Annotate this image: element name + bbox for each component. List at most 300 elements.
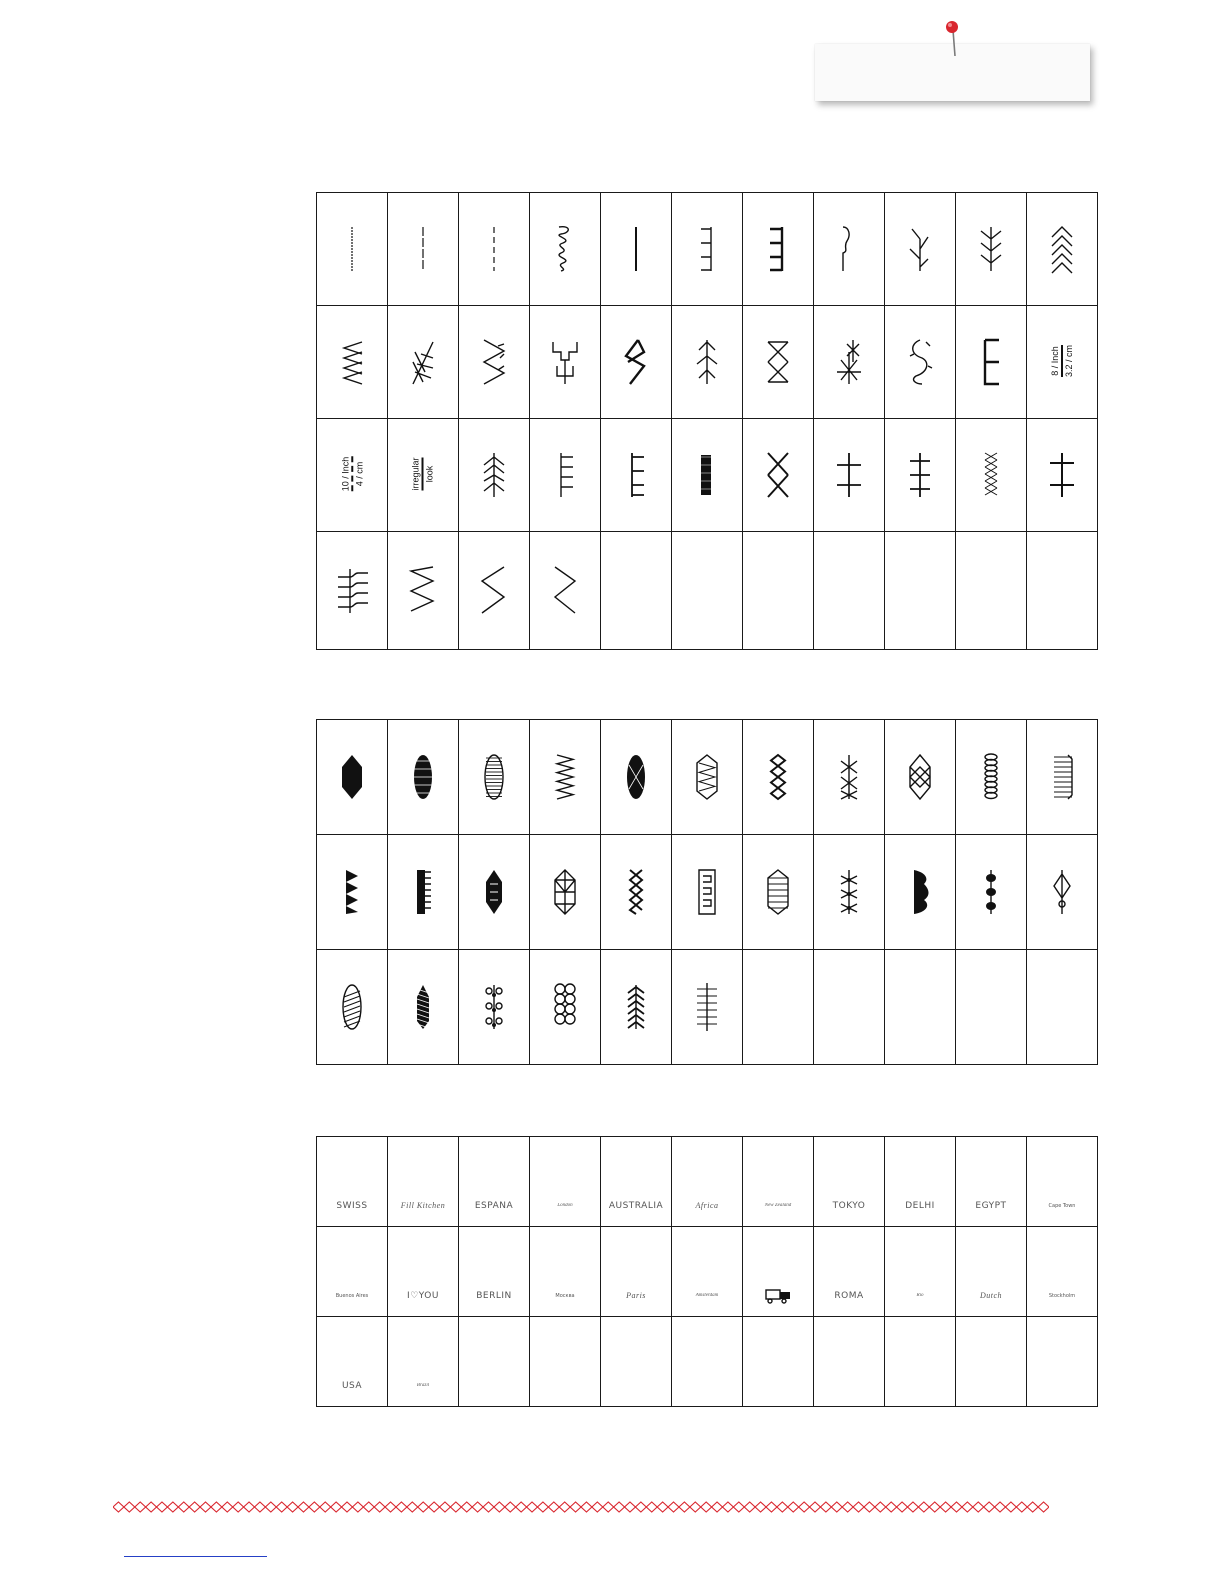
border-diamond <box>744 1502 755 1512</box>
city-stitch-label: USA <box>341 1380 363 1391</box>
border-diamond <box>167 1502 178 1512</box>
stitch-cell[interactable] <box>601 720 672 835</box>
stitch-cell[interactable] <box>601 950 672 1065</box>
honeycomb-icon <box>545 977 585 1037</box>
border-diamond <box>570 1502 581 1512</box>
bead-chain-icon <box>971 862 1011 922</box>
city-stitch-cell[interactable] <box>530 1137 601 1227</box>
border-diamond <box>505 1502 516 1512</box>
stitch-cell[interactable] <box>743 835 814 950</box>
arrow-feather-icon <box>687 332 727 392</box>
satin-lines-oval-icon <box>474 747 514 807</box>
stitch-cell[interactable] <box>530 835 601 950</box>
city-stitch-cell[interactable] <box>388 1227 459 1317</box>
border-diamond <box>516 1502 527 1512</box>
stitch-cell[interactable] <box>601 193 672 306</box>
stitch-cell[interactable] <box>814 419 885 532</box>
city-stitch-cell[interactable] <box>1027 1227 1098 1317</box>
rope-satin-icon <box>403 977 443 1037</box>
double-feather-icon <box>971 219 1011 279</box>
border-diamond <box>320 1502 331 1512</box>
border-diamond <box>244 1502 255 1512</box>
stitch-cell[interactable] <box>814 193 885 306</box>
cross-stitch-icon <box>829 445 869 505</box>
border-diamond <box>918 1502 929 1512</box>
border-diamond <box>548 1502 559 1512</box>
border-diamond <box>374 1502 385 1512</box>
city-stitch-label: I♡YOU <box>407 1290 439 1301</box>
chain-diamond-icon <box>758 747 798 807</box>
stitch-cell <box>814 532 885 650</box>
border-diamond <box>973 1502 984 1512</box>
greek-key-icon <box>545 332 585 392</box>
border-diamond <box>1038 1502 1049 1512</box>
stitch-cell[interactable] <box>530 193 601 306</box>
border-diamond <box>527 1502 538 1512</box>
shell-edge-icon <box>900 862 940 922</box>
city-stitch-cell[interactable] <box>743 1137 814 1227</box>
border-diamond <box>494 1502 505 1512</box>
city-stitch-cell[interactable] <box>672 1137 743 1227</box>
border-diamond <box>265 1502 276 1512</box>
city-stitch-cell[interactable] <box>956 1227 1027 1317</box>
table-row <box>317 193 1098 306</box>
border-diamond <box>331 1502 342 1512</box>
stitch-cell[interactable] <box>601 419 672 532</box>
city-stitch-label: Africa <box>695 1201 719 1210</box>
city-stitch-label: Stockholm <box>1048 1292 1076 1299</box>
satin-grid-oval-icon <box>616 747 656 807</box>
stitch-cell[interactable] <box>530 306 601 419</box>
stitch-label-bottom: look <box>424 465 435 482</box>
border-diamond <box>537 1502 548 1512</box>
city-stitch-cell[interactable] <box>1027 1137 1098 1227</box>
stitch-cell[interactable] <box>317 419 388 532</box>
stitch-cell[interactable] <box>459 193 530 306</box>
city-stitch-cell[interactable] <box>956 1317 1027 1407</box>
border-diamond <box>440 1502 451 1512</box>
stitch-cell[interactable] <box>672 835 743 950</box>
border-diamond <box>777 1502 788 1512</box>
straight-stitch-long-icon <box>403 219 443 279</box>
stitch-cell[interactable] <box>317 532 388 650</box>
lace-column-icon <box>971 747 1011 807</box>
arrow-burst-icon <box>474 445 514 505</box>
border-diamond <box>178 1502 189 1512</box>
border-diamond <box>603 1502 614 1512</box>
zigzag-medium-icon <box>474 561 514 621</box>
border-diamond <box>962 1502 973 1512</box>
border-diamond <box>951 1502 962 1512</box>
hex-lattice-icon <box>545 862 585 922</box>
border-diamond <box>755 1502 766 1512</box>
border-diamond <box>233 1502 244 1512</box>
border-diamond <box>581 1502 592 1512</box>
border-diamond <box>124 1502 135 1512</box>
border-diamond <box>646 1502 657 1512</box>
table-row <box>317 1317 1098 1407</box>
stitch-cell[interactable] <box>885 835 956 950</box>
city-stitch-cell[interactable] <box>885 1317 956 1407</box>
bold-ladder-icon <box>758 219 798 279</box>
saw-edge-icon <box>332 862 372 922</box>
city-stitch-label: ESPAÑA <box>474 1200 514 1211</box>
border-diamond <box>733 1502 744 1512</box>
border-diamond <box>886 1502 897 1512</box>
border-diamond <box>559 1502 570 1512</box>
slant-oval-icon <box>332 977 372 1037</box>
small-x-row-icon <box>971 445 1011 505</box>
border-diamond <box>429 1502 440 1512</box>
half-satin-icon <box>1042 747 1082 807</box>
border-diamond <box>712 1502 723 1512</box>
stitch-cell[interactable] <box>743 193 814 306</box>
chevron-left-icon <box>332 332 372 392</box>
city-stitch-cell[interactable] <box>601 1137 672 1227</box>
city-stitch-cell[interactable] <box>885 1227 956 1317</box>
stitch-cell[interactable] <box>388 306 459 419</box>
zigzag-narrow-icon <box>545 747 585 807</box>
border-diamond <box>342 1502 353 1512</box>
stitch-label-bottom: 3.2 / cm <box>1063 344 1074 377</box>
border-diamond <box>211 1502 222 1512</box>
border-diamond <box>908 1502 919 1512</box>
city-stitch-label: Rio <box>916 1293 924 1298</box>
border-diamond <box>298 1502 309 1512</box>
border-diamond <box>135 1502 146 1512</box>
city-stitch-cell[interactable] <box>317 1137 388 1227</box>
city-stitch-label: Brazil <box>416 1383 430 1388</box>
decorative-border-line <box>113 1500 1049 1514</box>
stitch-cell[interactable] <box>956 720 1027 835</box>
hand-look-10-icon <box>340 456 364 491</box>
city-stitch-cell[interactable] <box>601 1317 672 1407</box>
zigzag-wide-icon <box>403 561 443 621</box>
stitch-cell <box>672 532 743 650</box>
city-stitch-cell[interactable] <box>317 1227 388 1317</box>
stitch-cell[interactable] <box>601 306 672 419</box>
stitch-cell <box>814 950 885 1065</box>
city-stitch-label: TOKYO <box>832 1200 866 1211</box>
border-diamond <box>625 1502 636 1512</box>
border-diamond <box>831 1502 842 1512</box>
bar-tack-icon <box>545 445 585 505</box>
border-diamond <box>766 1502 777 1512</box>
table-row <box>317 1137 1098 1227</box>
stitch-cell[interactable] <box>530 720 601 835</box>
stitch-cell[interactable] <box>672 193 743 306</box>
arrowhead-column-icon <box>616 977 656 1037</box>
stitch-cell <box>885 950 956 1065</box>
diamond-bead-icon <box>1042 862 1082 922</box>
decorative-stitch-table <box>316 719 1098 1065</box>
stitch-cell[interactable] <box>530 532 601 650</box>
star-chain-icon <box>829 747 869 807</box>
city-stitch-label: SWISS <box>336 1200 368 1211</box>
utility-stitch-table <box>316 192 1098 650</box>
border-diamond <box>157 1502 168 1512</box>
border-diamond <box>897 1502 908 1512</box>
border-diamond <box>146 1502 157 1512</box>
stitch-cell <box>601 532 672 650</box>
stitch-cell[interactable] <box>814 306 885 419</box>
border-diamond <box>614 1502 625 1512</box>
city-stitch-cell[interactable] <box>956 1137 1027 1227</box>
city-stitch-label: Dutch <box>979 1291 1003 1300</box>
stitch-cell[interactable] <box>530 419 601 532</box>
border-diamond <box>657 1502 668 1512</box>
city-stitch-label: Buenos Aires <box>335 1292 369 1299</box>
stitch-cell[interactable] <box>885 193 956 306</box>
border-diamond <box>222 1502 233 1512</box>
stitch-cell <box>743 950 814 1065</box>
city-stitch-label: New Zealand <box>764 1203 792 1208</box>
city-stitch-cell[interactable] <box>1027 1317 1098 1407</box>
border-diamond <box>820 1502 831 1512</box>
striped-hexagon-icon <box>758 862 798 922</box>
city-stitch-cell[interactable] <box>601 1227 672 1317</box>
serpentine-icon <box>616 332 656 392</box>
zigzag-feather-icon <box>474 332 514 392</box>
satin-oval-icon <box>403 747 443 807</box>
greek-column-icon <box>687 862 727 922</box>
floral-column-icon <box>474 977 514 1037</box>
city-stitch-table <box>316 1136 1098 1407</box>
city-stitch-cell[interactable] <box>317 1317 388 1407</box>
stitch-cell <box>1027 950 1098 1065</box>
stitch-cell[interactable] <box>459 720 530 835</box>
stitch-cell <box>743 532 814 650</box>
table-row <box>317 720 1098 835</box>
border-diamond <box>592 1502 603 1512</box>
scallop-stitch-icon <box>900 332 940 392</box>
city-stitch-label: EGYPT <box>975 1200 1007 1211</box>
city-stitch-label: Paris <box>626 1291 646 1300</box>
border-diamond <box>189 1502 200 1512</box>
stitch-cell <box>956 950 1027 1065</box>
city-stitch-label: BERLIN <box>476 1290 512 1301</box>
outline-oval-icon <box>687 747 727 807</box>
border-diamond <box>853 1502 864 1512</box>
zigzag-chain-icon <box>616 862 656 922</box>
bus-motif-icon <box>758 1286 798 1306</box>
city-stitch-cell[interactable] <box>459 1137 530 1227</box>
border-diamond <box>722 1502 733 1512</box>
stitch-label-top: irregular <box>410 456 421 491</box>
stitch-cell[interactable] <box>459 306 530 419</box>
border-diamond <box>929 1502 940 1512</box>
stitch-cell[interactable] <box>1027 193 1098 306</box>
city-stitch-cell[interactable] <box>530 1317 601 1407</box>
stitch-cell <box>1027 532 1098 650</box>
border-diamond <box>864 1502 875 1512</box>
blanket-stitch-icon <box>971 332 1011 392</box>
city-stitch-cell[interactable] <box>814 1137 885 1227</box>
stitch-cell[interactable] <box>459 835 530 950</box>
footer-link-underline[interactable] <box>124 1556 267 1557</box>
city-stitch-cell[interactable] <box>459 1227 530 1317</box>
border-diamond <box>842 1502 853 1512</box>
stitch-cell[interactable] <box>459 532 530 650</box>
city-stitch-cell[interactable] <box>530 1227 601 1317</box>
city-stitch-cell[interactable] <box>672 1227 743 1317</box>
stitch-cell[interactable] <box>317 306 388 419</box>
feather-cross-icon <box>403 332 443 392</box>
satin-hexagon-icon <box>332 747 372 807</box>
multi-wave-icon <box>332 561 372 621</box>
stitch-cell[interactable] <box>672 720 743 835</box>
stitch-cell[interactable] <box>530 950 601 1065</box>
stitch-cell[interactable] <box>388 950 459 1065</box>
border-diamond <box>799 1502 810 1512</box>
border-diamond <box>984 1502 995 1512</box>
city-stitch-cell[interactable] <box>743 1317 814 1407</box>
stitch-cell[interactable] <box>317 720 388 835</box>
stitch-label-top: 8 / Inch <box>1049 345 1060 376</box>
stitch-cell[interactable] <box>388 720 459 835</box>
stitch-cell[interactable] <box>956 419 1027 532</box>
stitch-cell[interactable] <box>317 835 388 950</box>
ladder-stitch-icon <box>687 219 727 279</box>
table-row <box>317 835 1098 950</box>
border-diamond <box>679 1502 690 1512</box>
comb-satin-icon <box>403 862 443 922</box>
city-stitch-label: Amsterdam <box>695 1293 719 1298</box>
triple-bar-icon <box>616 445 656 505</box>
flower-chain-icon <box>829 862 869 922</box>
lattice-oval-icon <box>900 747 940 807</box>
push-pin-icon <box>940 18 966 60</box>
stitch-label-top: 10 / Inch <box>340 456 350 491</box>
triple-straight-icon <box>616 219 656 279</box>
border-diamond <box>810 1502 821 1512</box>
city-stitch-cell[interactable] <box>814 1227 885 1317</box>
stitch-cell[interactable] <box>317 950 388 1065</box>
stitch-cell <box>956 532 1027 650</box>
table-row <box>317 532 1098 650</box>
wave-stitch-icon <box>829 219 869 279</box>
stitch-cell[interactable] <box>1027 419 1098 532</box>
cross-bar-icon <box>687 977 727 1037</box>
city-stitch-label: Москва <box>555 1292 575 1299</box>
border-diamond <box>254 1502 265 1512</box>
stippling-icon <box>545 219 585 279</box>
city-stitch-cell[interactable] <box>743 1227 814 1317</box>
city-stitch-label: London <box>557 1203 573 1208</box>
city-stitch-cell[interactable] <box>388 1137 459 1227</box>
stitch-cell[interactable] <box>885 720 956 835</box>
stitch-cell[interactable] <box>1027 720 1098 835</box>
city-stitch-cell[interactable] <box>459 1317 530 1407</box>
patterned-pod-icon <box>474 862 514 922</box>
border-diamond <box>668 1502 679 1512</box>
city-stitch-cell[interactable] <box>672 1317 743 1407</box>
border-diamond <box>418 1502 429 1512</box>
stitch-cell[interactable] <box>672 950 743 1065</box>
table-row <box>317 306 1098 419</box>
city-stitch-label: ROMA <box>834 1290 864 1301</box>
straight-stitch-dashed-icon <box>474 219 514 279</box>
hand-look-8-icon <box>1050 344 1074 376</box>
border-diamond <box>1005 1502 1016 1512</box>
border-diamond <box>1027 1502 1038 1512</box>
stitch-cell[interactable] <box>1027 306 1098 419</box>
stitch-cell[interactable] <box>956 835 1027 950</box>
border-diamond <box>287 1502 298 1512</box>
stitch-cell <box>885 532 956 650</box>
stitch-cell[interactable] <box>1027 835 1098 950</box>
city-stitch-cell[interactable] <box>388 1317 459 1407</box>
border-diamond <box>113 1502 124 1512</box>
cross-x-icon <box>758 332 798 392</box>
stitch-cell[interactable] <box>814 835 885 950</box>
stitch-cell[interactable] <box>956 193 1027 306</box>
stitch-cell[interactable] <box>885 419 956 532</box>
plus-stitch-icon <box>1042 445 1082 505</box>
city-stitch-cell[interactable] <box>885 1137 956 1227</box>
stitch-cell[interactable] <box>459 419 530 532</box>
border-diamond <box>396 1502 407 1512</box>
border-diamond <box>1016 1502 1027 1512</box>
border-diamond <box>450 1502 461 1512</box>
city-stitch-label: DELHI <box>905 1200 935 1211</box>
stitch-cell[interactable] <box>956 306 1027 419</box>
stitch-label-bottom: 4 / cm <box>354 461 364 486</box>
border-diamond <box>635 1502 646 1512</box>
stitch-cell[interactable] <box>317 193 388 306</box>
stitch-cell[interactable] <box>672 419 743 532</box>
border-diamond <box>363 1502 374 1512</box>
border-diamond <box>875 1502 886 1512</box>
stitch-cell[interactable] <box>388 532 459 650</box>
border-diamond <box>483 1502 494 1512</box>
stitch-cell[interactable] <box>601 835 672 950</box>
stitch-cell[interactable] <box>885 306 956 419</box>
city-stitch-label: Fill Kitchen <box>400 1201 446 1210</box>
stitch-cell[interactable] <box>672 306 743 419</box>
border-diamond <box>461 1502 472 1512</box>
border-diamond <box>309 1502 320 1512</box>
double-x-icon <box>758 445 798 505</box>
zigzag-single-icon <box>545 561 585 621</box>
stitch-sample-line <box>351 456 353 491</box>
feather-stitch-icon <box>900 219 940 279</box>
border-diamond <box>995 1502 1006 1512</box>
stitch-cell[interactable] <box>814 720 885 835</box>
border-diamond <box>276 1502 287 1512</box>
stitch-cell[interactable] <box>743 306 814 419</box>
city-stitch-cell[interactable] <box>814 1317 885 1407</box>
border-diamond <box>788 1502 799 1512</box>
border-diamond <box>940 1502 951 1512</box>
star-stitch-icon <box>829 332 869 392</box>
stitch-cell[interactable] <box>388 835 459 950</box>
stitch-cell[interactable] <box>459 950 530 1065</box>
stitch-cell[interactable] <box>743 720 814 835</box>
stitch-sample-line <box>1061 344 1063 376</box>
city-stitch-label: Cape Town <box>1048 1202 1076 1209</box>
irregular-look-icon <box>411 457 435 490</box>
straight-stitch-fine-icon <box>332 219 372 279</box>
satin-dense-icon <box>687 445 727 505</box>
stitch-cell[interactable] <box>388 193 459 306</box>
border-diamond <box>701 1502 712 1512</box>
stitch-cell[interactable] <box>743 419 814 532</box>
border-diamond <box>472 1502 483 1512</box>
border-diamond <box>352 1502 363 1512</box>
border-diamond <box>385 1502 396 1512</box>
stitch-cell[interactable] <box>388 419 459 532</box>
